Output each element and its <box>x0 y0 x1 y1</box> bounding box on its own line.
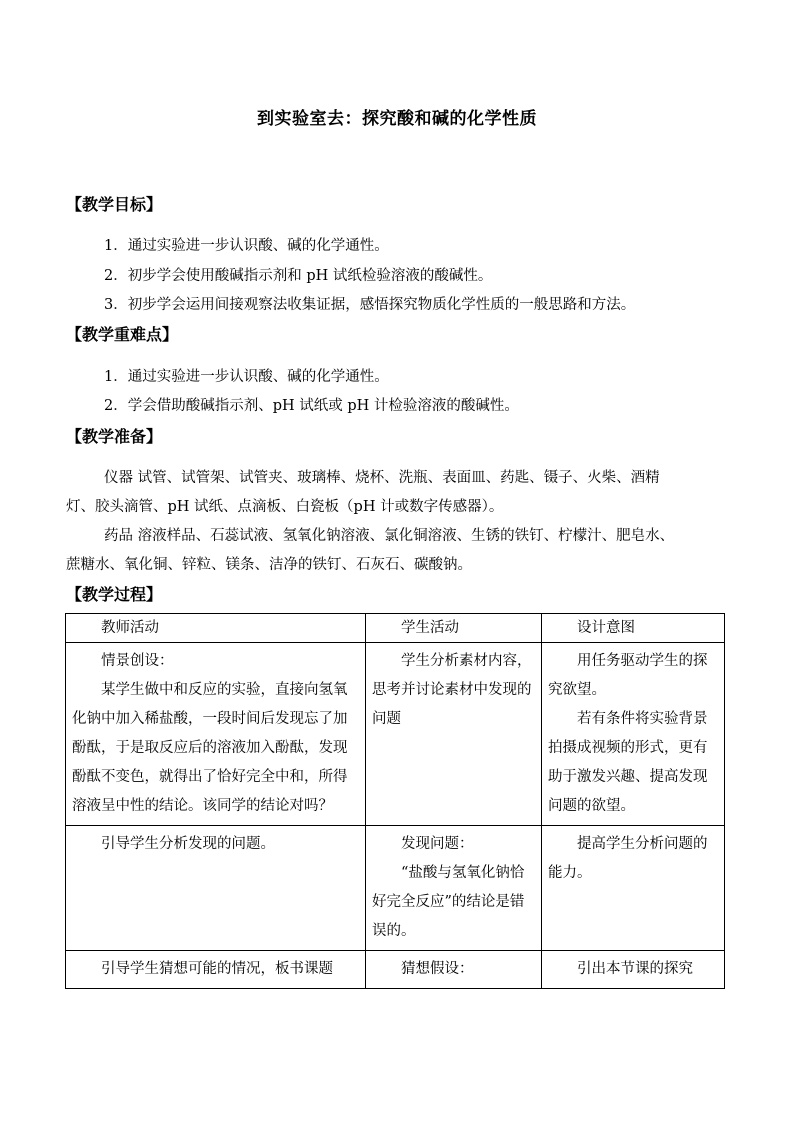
reagents-line: 药品 溶液样品、石蕊试液、氢氧化钠溶液、氯化铜溶液、生锈的铁钉、柠檬汁、肥皂水、 <box>104 528 675 544</box>
instruments-line: 灯、胶头滴管、pH 试纸、点滴板、白瓷板（pH 计或数字传感器）。 <box>66 499 504 515</box>
objectives-heading: 【教学目标】 <box>66 195 163 214</box>
student-activity-cell: 学生分析素材内容，思考并讨论素材中发现的问题 <box>366 643 542 826</box>
key-point-item: 2．学会借助酸碱指示剂、pH 试纸或 pH 计检验溶液的酸碱性。 <box>104 398 519 414</box>
table-row <box>66 951 725 989</box>
preparation-heading: 【教学准备】 <box>66 427 163 446</box>
process-heading: 【教学过程】 <box>66 585 163 604</box>
objective-item: 1．通过实验进一步认识酸、碱的化学通性。 <box>104 238 389 254</box>
student-activity-cell: 猜想假设： <box>366 951 542 989</box>
teacher-activity-cell: 引导学生分析发现的问题。 <box>66 826 366 951</box>
process-table <box>65 613 725 989</box>
key-points-heading: 【教学重难点】 <box>66 325 179 344</box>
teacher-activity-cell: 情景创设： 某学生做中和反应的实验，直接向氢氧化钠中加入稀盐酸，一段时间后发现忘了加酚酞，于是取反应后的溶液加入酚酞，发现酚酞不变色，就得出了恰好完全中和，所得溶液呈中性的结论。该同学的结论对吗？ <box>66 643 366 826</box>
key-point-item: 1．通过实验进一步认识酸、碱的化学通性。 <box>104 369 389 385</box>
table-row <box>66 643 725 826</box>
instruments-line: 仪器 试管、试管架、试管夹、玻璃棒、烧杯、洗瓶、表面皿、药匙、镊子、火柴、酒精 <box>104 470 660 486</box>
reagents-line: 蔗糖水、氧化铜、锌粒、镁条、洁净的铁钉、石灰石、碳酸钠。 <box>66 557 472 573</box>
column-header: 设计意图 <box>542 614 725 643</box>
student-activity-cell: 发现问题： “盐酸与氢氧化钠恰好完全反应”的结论是错误的。 <box>366 826 542 951</box>
teacher-activity-cell: 引导学生猜想可能的情况，板书课题 <box>66 951 366 989</box>
table-header-row <box>66 614 725 643</box>
objective-item: 3．初步学会运用间接观察法收集证据，感悟探究物质化学性质的一般思路和方法。 <box>104 297 636 313</box>
design-intent-cell: 引出本节课的探究 <box>542 951 725 989</box>
design-intent-cell: 提高学生分析问题的能力。 <box>542 826 725 951</box>
document-title: 到实验室去：探究酸和碱的化学性质 <box>257 109 537 129</box>
table-row <box>66 826 725 951</box>
column-header: 学生活动 <box>366 614 542 643</box>
design-intent-cell: 用任务驱动学生的探究欲望。 若有条件将实验背景拍摄成视频的形式，更有助于激发兴趣、提高发现问题的欲望。 <box>542 643 725 826</box>
objective-item: 2．初步学会使用酸碱指示剂和 pH 试纸检验溶液的酸碱性。 <box>104 268 493 284</box>
column-header: 教师活动 <box>66 614 366 643</box>
